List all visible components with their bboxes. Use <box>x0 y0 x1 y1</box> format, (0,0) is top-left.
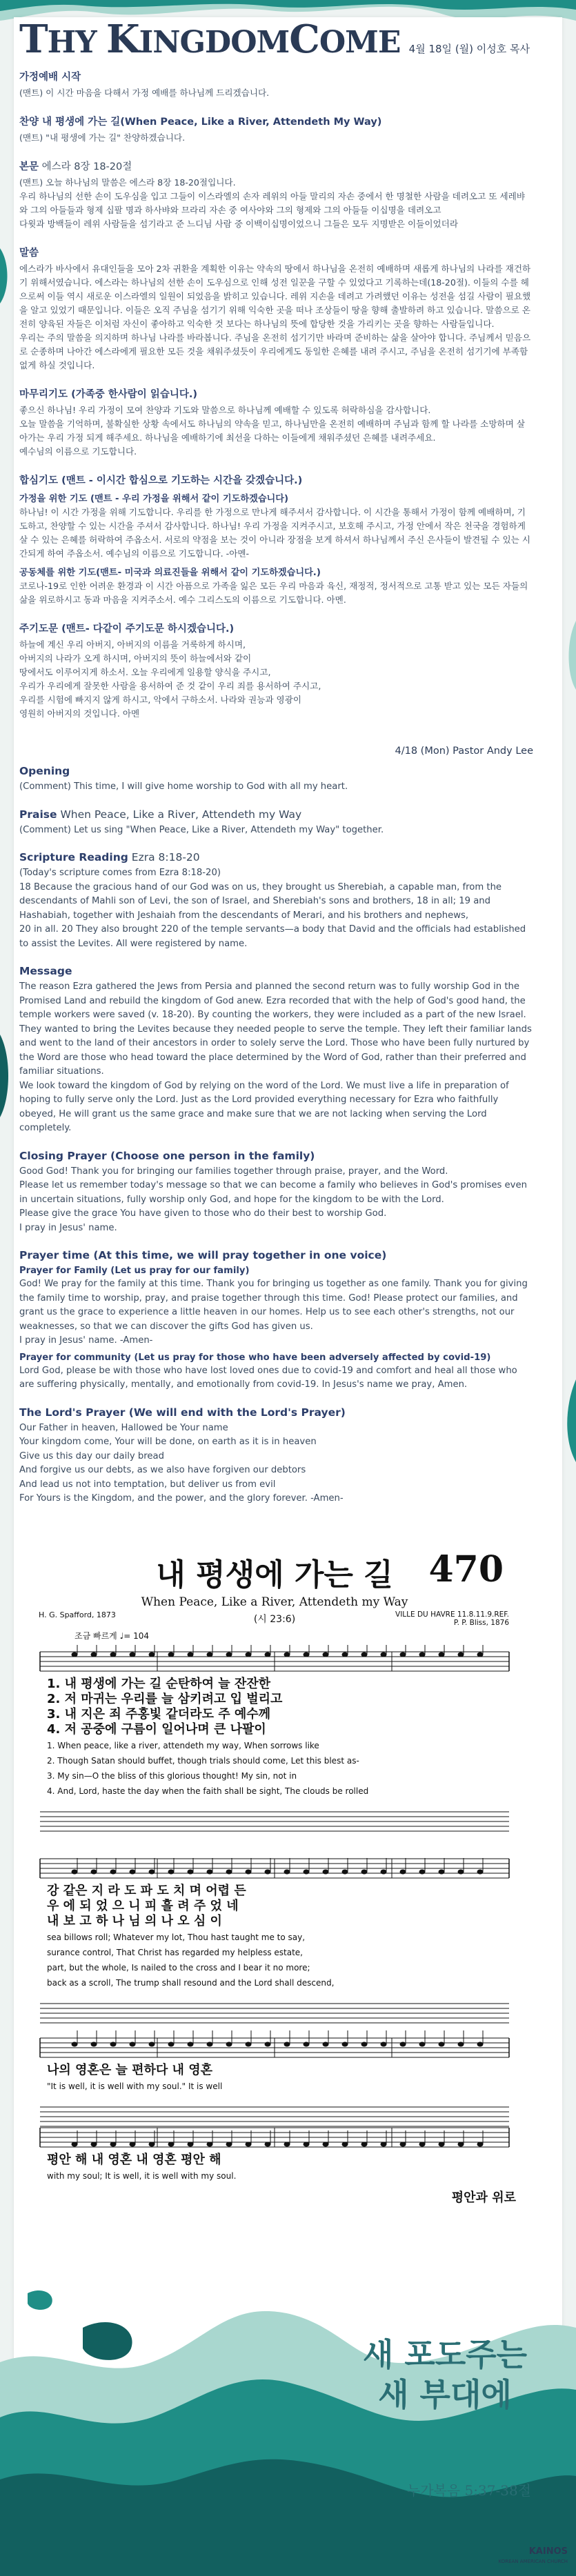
music-note <box>168 1870 175 1875</box>
title-part-ingdom: INGDOM <box>139 25 290 60</box>
section-body: 에스라가 바사에서 유대인들을 모아 2차 귀환을 계획한 이유는 약속의 땅에서 하나님을 온전히 예배하며 새롭게 하나님의 나라를 재건하기 위해서였습니다. 에스라는 하나님의 선한 손이 도우심으로 인해 성전 일꾼을 구할 수 있었다고 기록하는데(18-20절). 이들의 수를 헤으로써 이들 역시 새로운 이스라엘의 일원이 되었음을 밝히고 있습니다. 레위 지손을 데려고 가려했던 이유는 성전을 섬길 사람이 필요했을 알고 있었기 때문입니다. 이들은 오직 주님을 섬기기 위해 익숙한 곳을 떠나 조상들이 땅을 향해 출발하려 하고 있습니다. 말씀으로 온전히 양육된 자들은 이처럼 자신이 좋아하고 익숙한 것 보다는 하나님의 뜻에 합당한 것을 가리키는 곳을 향하는 사람들입니다. 우리는 주의 말씀을 의지하며 하나님 나라를 바라봅니다. 주님을 온전히 섬기기만 바라며 준비하는 삶을 살아야 합니다. 주님께서 믿음으로 순종하며 나아간 에스라에게 필요한 모든 것을 채워주셨듯이 우리에게도 동일한 은혜를 내려 주시고, 주님을 온전히 섬기기에 부족함 없게 하실 것입니다. <box>19 263 531 370</box>
music-note <box>361 2142 368 2147</box>
music-note <box>149 1870 155 1875</box>
music-note <box>400 2142 406 2147</box>
ko-opening <box>19 69 533 100</box>
music-note <box>246 1653 252 1657</box>
hymn-lyric-line: 2. Though Satan should buffet, though trials should come, Let this blest as- <box>47 1756 359 1766</box>
date-author-en: 4/18 (Mon) Pastor Andy Lee <box>395 746 533 757</box>
hymn-lyric-line: 나의 영혼은 늘 편하다 내 영혼 <box>47 2063 212 2077</box>
music-note <box>458 1653 464 1657</box>
music-note <box>284 2042 290 2047</box>
music-note <box>342 2142 348 2147</box>
hymn-lyric-line: 4. 저 공중에 구름이 일어나며 큰 나팔이 <box>47 1722 266 1737</box>
music-note <box>168 2042 175 2047</box>
hymn-lyric-line: sea billows roll; Whatever my lot, Thou hast taught me to say, <box>47 1933 306 1942</box>
music-note <box>419 2142 426 2147</box>
section-heading: 주기도문 (맨트- 다같이 주기도문 하시겠습니다.) <box>19 623 235 635</box>
music-note <box>439 2042 445 2047</box>
slogan-artwork <box>352 2307 538 2535</box>
hymn-lyric-line: 내 보 고 하 나 님 의 나 오 심 이 <box>47 1914 222 1928</box>
section-body: Lord God, please be with those who have lost loved ones due to covid-19 and comfort and heal all those who are suffering physically, mentally, and emotionally from covid-19. In Jesus's name we pray, Amen. <box>19 1365 517 1390</box>
music-note <box>265 2042 271 2047</box>
music-note <box>304 1653 310 1657</box>
hymn-lyric-line: surance control, That Christ has regarded my helpless estate, <box>47 1948 303 1957</box>
hymn-lyric-line: 2. 저 마귀는 우리를 늘 삼키려고 입 벌리고 <box>47 1692 283 1706</box>
music-note <box>284 1870 290 1875</box>
sub-heading: Prayer for community (Let us pray for those who have been adversely affected by covid-19) <box>19 1352 491 1363</box>
music-note <box>91 1870 97 1875</box>
hymn-lyric-line: part, but the whole, Is nailed to the cross and I bear it no more; <box>47 1963 310 1973</box>
section-body: (Comment) Let us sing "When Peace, Like a River, Attendeth my Way" together. <box>19 824 384 835</box>
music-note <box>477 2042 484 2047</box>
music-note <box>207 1653 213 1657</box>
header <box>19 17 530 62</box>
hymn-composer: VILLE DU HAVRE 11.8.11.9.REF. P. P. Bliss, 1876 <box>395 1610 509 1627</box>
music-note <box>72 2142 78 2147</box>
hymn-title-en: When Peace, Like a River, Attendeth my Way <box>141 1595 408 1609</box>
heading-label: Praise <box>19 808 57 821</box>
hymn-sheet <box>33 1535 516 2210</box>
music-note <box>130 1870 136 1875</box>
music-note <box>439 1653 445 1657</box>
music-note <box>477 2142 484 2147</box>
sub-heading: Prayer for Family (Let us pray for our family) <box>19 1266 250 1276</box>
music-note <box>304 2142 310 2147</box>
section-body: God! We pray for the family at this time. Thank you for bringing us together as one family. Thank you for giving the family time to worship, pray, and praise together through this time. God! Please protect our families, and grant us the grace to experience a little heaven in our homes. Help us to see each other's strengths, not our weaknesses, so that we can discover the gifts God has given us. I pray in Jesus' name. -Amen- <box>19 1279 528 1346</box>
hymn-lyric-line: 강 같은 지 라 도 파 도 치 며 어렵 든 <box>47 1884 246 1898</box>
section-body: (Comment) This time, I will give home worship to God with all my heart. <box>19 781 348 792</box>
hymn-title: 내 평생에 가는 길 <box>156 1557 393 1592</box>
hymn-lyric-line: 4. And, Lord, haste the day when the faith shall be sight, The clouds be rolled <box>47 1786 369 1796</box>
music-note <box>110 2142 117 2147</box>
music-note <box>130 2142 136 2147</box>
sub-heading: 공동체를 위한 기도(맨트- 미국과 의료진들을 위해서 같이 기도하겠습니다.) <box>19 568 321 578</box>
slogan-text: 새 포도주는 새 부대에 <box>362 2336 528 2413</box>
en-opening <box>19 765 533 795</box>
page-title <box>19 17 400 62</box>
music-note <box>381 2042 387 2047</box>
sub-heading: 가정을 위한 기도 (맨트 - 우리 가정을 위해서 같이 기도하겠습니다) <box>19 494 289 504</box>
music-note <box>72 1653 78 1657</box>
music-note <box>168 2142 175 2147</box>
ko-closing-prayer <box>19 386 533 459</box>
music-note <box>342 2042 348 2047</box>
hymn-scripture-ref: (시 23:6) <box>253 1614 296 1625</box>
english-section <box>19 765 533 1506</box>
section-heading <box>19 159 533 173</box>
ko-lords-prayer <box>19 621 533 721</box>
title-part-hy: HY <box>47 25 106 60</box>
music-note <box>342 1653 348 1657</box>
music-note <box>91 2042 97 2047</box>
music-note <box>323 2042 329 2047</box>
music-note <box>188 2042 194 2047</box>
music-note <box>207 1870 213 1875</box>
music-note <box>400 2042 406 2047</box>
music-note <box>246 2042 252 2047</box>
section-body: 좋으신 하나님! 우리 가정이 모여 찬양과 기도와 말씀으로 하나님께 예배할 수 있도록 허락하심을 감사합니다. 오늘 말씀을 기억하며, 불확실한 상황 속에서도 하나님의 약속을 믿고, 하나님만을 온전히 예배하며 주님과 함께 할 나라를 소망하며 살아가는 우리 가정 되게 해주세요. 하나님을 예배하기에 최선을 다하는 이들에게 채워주셨던 은혜를 내려주세요. 예수님의 이름으로 기도합니다. <box>19 405 526 457</box>
section-body: (맨트) 오늘 하나님의 말씀은 에스라 8장 18-20절입니다. 우리 하나님의 선한 손이 도우심을 입고 그들이 이스라엘의 손자 레위의 아들 말리의 자손 중에서 한 명철한 사람을 데려오고 또 세레뱌와 그의 아들들과 형제 십팔 명과 하사뱌와 므라리 자손 중 여사야와 그의 형제와 그의 아들들 이십명을 데려오고 다윗과 방백들이 레위 사람들을 섬기라고 준 느디님 사람 중 이백이십명이었으니 그들은 모두 지명받은 이들이었더라 <box>19 177 526 229</box>
music-note <box>381 2142 387 2147</box>
hymn-lyric-line: 1. 내 평생에 가는 길 순탄하여 늘 잔잔한 <box>47 1677 271 1691</box>
en-message <box>19 965 533 1136</box>
music-note <box>477 1653 484 1657</box>
title-initial-k: K <box>106 17 139 62</box>
music-note <box>361 2042 368 2047</box>
hymn-lyric-line: 평안 해 내 영혼 내 영혼 평안 해 <box>47 2153 221 2167</box>
section-heading: The Lord's Prayer (We will end with the Lord's Prayer) <box>19 1406 346 1419</box>
section-heading: 말씀 <box>19 248 39 259</box>
music-note <box>226 1653 232 1657</box>
title-initial-t: T <box>19 17 48 62</box>
hymn-lyricist: H. G. Spafford, 1873 <box>39 1610 116 1619</box>
section-heading: 가정예배 시작 <box>19 72 81 83</box>
en-praise <box>19 808 533 838</box>
music-note <box>477 1870 484 1875</box>
music-note <box>130 1653 136 1657</box>
music-note <box>110 2042 117 2047</box>
music-note <box>458 1870 464 1875</box>
music-note <box>188 1653 194 1657</box>
music-note <box>323 1653 329 1657</box>
title-part-ome: OME <box>319 25 401 60</box>
music-note <box>304 1870 310 1875</box>
music-note <box>110 1870 117 1875</box>
section-body: (맨트) 이 시간 마음을 다해서 가정 예배를 하나님께 드리겠습니다. <box>19 88 270 98</box>
music-note <box>110 1653 117 1657</box>
ko-message <box>19 245 533 372</box>
hymn-lyric-line: "It is well, it is well with my soul." It is well <box>47 2081 223 2091</box>
section-heading: Closing Prayer (Choose one person in the family) <box>19 1149 315 1162</box>
music-note <box>130 2042 136 2047</box>
music-notation <box>33 1645 516 2183</box>
section-body: Our Father in heaven, Hallowed be Your name Your kingdom come, Your will be done, on earth as it is in heaven Give us this day our daily bread And forgive us our debts, as we also have forgiven our debtors And lead us not into temptation, but deliver us from evil For Yours is the Kingdom, and the power, and the glory forever. -Amen- <box>19 1422 344 1504</box>
worship-guide <box>19 69 533 1520</box>
music-note <box>207 2142 213 2147</box>
section-heading: 마무리기도 (가족중 한사람이 읽습니다.) <box>19 389 198 400</box>
hymn-tempo: 조금 빠르게 ♩= 104 <box>75 1631 150 1641</box>
hymn-lyric-line: back as a scroll, The trump shall resound and the Lord shall descend, <box>47 1978 335 1988</box>
ko-prayer-time <box>19 472 533 607</box>
section-body: 코로나-19로 인한 어려운 환경과 이 시간 아픔으로 가족을 잃은 모든 우리 마음과 육신, 재정적, 정서적으로 고통 받고 있는 모든 자들의 삶을 위로하시고 동과 마음을 지켜주소서. 예수 그리스도의 이름으로 기도합니다. 아멘. <box>19 581 528 605</box>
music-note <box>439 2142 445 2147</box>
church-logo-subtitle: KOREAN AMERICAN CHURCH <box>498 2559 568 2564</box>
en-lords-prayer <box>19 1406 533 1506</box>
church-logo: KAINOS <box>528 2546 568 2557</box>
music-note <box>265 1870 271 1875</box>
music-note <box>458 2142 464 2147</box>
music-note <box>323 1870 329 1875</box>
hymn-lyric-line: with my soul; It is well, it is well with my soul. <box>47 2171 237 2181</box>
music-note <box>149 2142 155 2147</box>
en-prayer-time <box>19 1249 533 1392</box>
hymn-reference: When Peace, Like a River, Attendeth my Way <box>57 808 302 821</box>
music-note <box>284 1653 290 1657</box>
music-note <box>226 2142 232 2147</box>
section-body: Good God! Thank you for bringing our families together through praise, prayer, and the Word. Please let us remember today's message so that we can become a family who believes in God's promises even in uncertain situations, fully worship only God, and hope for the kingdom to be with the Lord. Please give the grace You have given to those who do their best to worship God. I pray in Jesus' name. <box>19 1166 527 1233</box>
section-body: The reason Ezra gathered the Jews from Persia and planned the second return was to fully worship God in the Promised Land and rebuild the kingdom of God anew. Ezra recorded that with the help of God's good hand, the temple workers were saved (v. 18-20). By counting the workers, they were included as a part of the new Israel. They wanted to bring the Levites because they needed people to serve the temple. They left their familiar lands and went to the land of their ancestors in order to solely serve the Lord. Those who have been fully nurtured by the Word are those who head toward the place determined by the Word of God, rather than their preferred and familiar situations. We look toward the kingdom of God by relying on the word of the Lord. We must live a life in preparation of hoping to fully serve only the Lord. Just as the Lord provided everything necessary for Ezra who faithfully obeyed, He will grant us the same grace and make sure that we are not lacking when serving the Lord completely. <box>19 981 532 1133</box>
music-note <box>419 2042 426 2047</box>
music-note <box>91 2142 97 2147</box>
hymn-lyric-line: 3. My sin—O the bliss of this glorious thought! My sin, not in <box>47 1771 297 1781</box>
section-body: (Today's scripture comes from Ezra 8:18-20) 18 Because the gracious hand of our God was on us, they brought us Sherebiah, a capable man, from the descendants of Mahli son of Levi, the son of Israel, and Sherebiah's sons and brothers, 18 in all; 19 and Hashabiah, together with Jeshaiah from the descendants of Merari, and his brothers and nephews, 20 in all. 20 They also brought 220 of the temple servants—a body that David and the officials had established to assist the Levites. All were registered by name. <box>19 868 526 949</box>
slogan-verse: 누가복음 5:37-38절 <box>406 2482 531 2499</box>
music-note <box>419 1870 426 1875</box>
title-initial-c: C <box>289 17 319 62</box>
music-note <box>381 1870 387 1875</box>
music-note <box>168 1653 175 1657</box>
music-note <box>246 1870 252 1875</box>
music-note <box>342 1870 348 1875</box>
section-heading: Prayer time (At this time, we will pray together in one voice) <box>19 1249 387 1261</box>
music-note <box>400 1870 406 1875</box>
music-note <box>226 2042 232 2047</box>
music-note <box>265 1653 271 1657</box>
music-note <box>439 1870 445 1875</box>
section-body: 하나님! 이 시간 가정을 위해 기도합니다. 우리를 한 가정으로 만나게 해주셔서 감사합니다. 이 시간을 통해서 가정이 함께 예배하며, 기도하고, 찬양할 수 있는 시간을 주셔서 감사합니다. 하나님! 우리 가정을 지켜주시고, 보호해 주시고, 가정 안에서 작은 천국을 경험하게 살 수 있는 은혜를 허락하여 주옵소서. 서로의 약점을 보는 것이 아니라 장점을 보게 하셔서 하나님께서 주신 은사들이 발견될 수 있는 시간되게 하여 주옵소서. 예수님의 이름으로 기도합니다. -아멘- <box>19 507 531 559</box>
music-note <box>361 1870 368 1875</box>
hymn-lyric-line: 3. 내 지은 죄 주홍빛 같더라도 주 예수께 <box>47 1707 271 1721</box>
section-heading: Opening <box>19 765 70 777</box>
music-note <box>361 1653 368 1657</box>
en-scripture <box>19 851 533 951</box>
section-body: (맨트) "내 평생에 가는 길" 찬양하겠습니다. <box>19 132 186 143</box>
section-body: 하늘에 계신 우리 아버지, 아버지의 이름을 거룩하게 하시며, 아버지의 나라가 오게 하시며, 아버지의 뜻이 하늘에서와 같이 땅에서도 이루어지게 하소서. 오늘 우리에게 일용할 양식을 주시고, 우리가 우리에게 잘못한 사람을 용서하여 준 것 같이 우리 죄를 용서하여 주시고, 우리를 시험에 빠지지 않게 하시고, 악에서 구하소서. 나라와 권능과 영광이 영원히 아버지의 것입니다. 아멘 <box>19 639 321 719</box>
section-heading <box>19 808 533 821</box>
en-closing-prayer <box>19 1150 533 1236</box>
scripture-reference: 에스라 8장 18-20절 <box>39 161 132 172</box>
hymn-lyric-line: 1. When peace, like a river, attendeth my way, When sorrows like <box>47 1741 319 1750</box>
music-note <box>400 1653 406 1657</box>
section-heading: 합심기도 (맨트 - 이시간 합심으로 기도하는 시간을 갖겠습니다.) <box>19 475 303 486</box>
section-heading: Message <box>19 965 72 977</box>
music-note <box>207 2042 213 2047</box>
music-note <box>149 1653 155 1657</box>
music-note <box>458 2042 464 2047</box>
ko-praise <box>19 114 533 145</box>
music-note <box>381 1653 387 1657</box>
music-note <box>226 1870 232 1875</box>
music-note <box>91 1653 97 1657</box>
music-note <box>72 1870 78 1875</box>
section-heading <box>19 851 533 863</box>
scripture-reference: Ezra 8:18-20 <box>128 851 200 863</box>
music-note <box>265 2142 271 2147</box>
heading-label: 본문 <box>19 161 39 172</box>
section-heading: 찬양 내 평생에 가는 길(When Peace, Like a River, Attendeth My Way) <box>19 117 382 128</box>
hymn-lyric-line: 우 에 되 었 으 니 피 흘 려 주 었 네 <box>47 1899 239 1913</box>
ko-scripture <box>19 159 533 231</box>
heading-label: Scripture Reading <box>19 851 128 863</box>
hymn-category: 평안과 위로 <box>451 2190 516 2205</box>
music-note <box>246 2142 252 2147</box>
music-note <box>188 1870 194 1875</box>
date-author-ko: 4월 18일 (월) 이성호 목사 <box>408 43 530 55</box>
music-note <box>304 2042 310 2047</box>
music-note <box>72 2042 78 2047</box>
music-note <box>323 2142 329 2147</box>
music-note <box>149 2042 155 2047</box>
music-note <box>419 1653 426 1657</box>
music-note <box>284 2142 290 2147</box>
hymn-number: 470 <box>428 1548 504 1590</box>
music-note <box>188 2142 194 2147</box>
